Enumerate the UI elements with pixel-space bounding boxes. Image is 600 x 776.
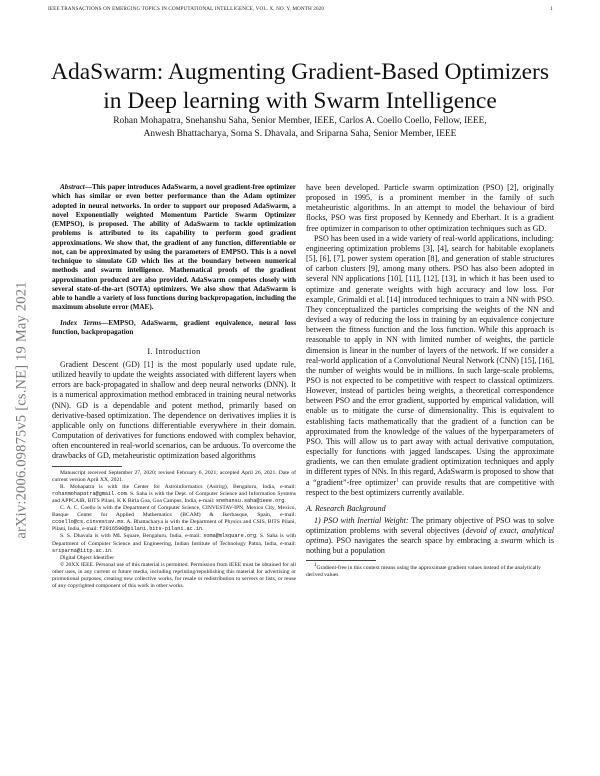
footnote-affil-2: C. A. C. Coello is with the Department of Computer Science, CINVESTAV-IPN, Mexico City, Mexico, Basque Center for Applied Mathematics (BCAM) & Ikerbasque, Spain, e-mail: ccoello@cs.cinvestav.mx. A. Bhattacharya is with the Department of Physics and CSIS, BITS Pilani, Pilani, India, e-mail: f2016590@pilani.bits-pilani.ac.in. — [52, 505, 296, 533]
title-line-2: in Deep learning with Swarm Intelligence — [103, 88, 497, 114]
paper-title — [20, 58, 580, 116]
index-terms — [52, 319, 296, 338]
running-header — [48, 6, 553, 12]
arxiv-watermark — [12, 230, 32, 590]
left-column — [52, 183, 296, 590]
footnote-affil-1: R. Mohapatra is with the Center for Astroinformatics (Astrirg), Bengaluru, India, e-mail: rohanmohapatra@gmail.com. S. Saha is with the Dept. of Computer Science and Information Systems and APPCAIR, BITS Pilani, K K Birla Goa, Goa Campus, India, e-mail: snehansu.saha@ieee.org. — [52, 483, 296, 504]
body-paragraph-2: PSO has been used in a wide variety of real-world applications, including: engineering optimization problems [3], [4], search for habitable exoplanets [5], [6], [7], power system operation [8], and generation of stable structures of carbon clusters [9], among many others. PSO has also been adopted in several NN applications [10], [11], [12], [13], in which it has been used to optimize and generate weights with high accuracy and low loss. For example, Grimaldi et al. [14] introduced techniques to train a NN with PSO. They conceptualized the particles comprising the weights of the NN and devised a way of reducing the loss in training by an equivalence conjecture between the fitness function and the loss function. While this approach is reasonable to apply in NN with limited number of weights, the particle dimension is linear in the number of layers of the network. If we consider a real-world application of a Convolutional Neural Network (CNN) [15], [16], the number of weights would be in millions. In such large-scale problems, PSO is not expected to be competitive with respect to classical optimizers. However, instead of particles being weights, a theoretical correspondence between PSO and the error gradient, supported by empirical validation, will enable us to mitigate the curse of dimensionality. This is equivalent to establishing facts mathematically that the gradient of a function can be approximated from the knowledge of the values of the hyperparameters of PSO. This will allow us to part away with actual derivative computation, especially for functions with jagged landscapes. Using the approximate gradients, we can then emulate gradient optimization techniques and apply in different types of NNs. In this regard, AdaSwarm is proposed to show that a “gradient”-free optimizer$^1$ can provide results that are competitive with respect to the best optimizers currently available. — [306, 233, 554, 497]
journal-header: IEEE TRANSACTIONS ON EMERGING TOPICS IN COMPUTATIONAL INTELLIGENCE, VOL. X, NO. Y, MONTH 2020 — [48, 6, 325, 12]
arxiv-id: arXiv:2006.09875v5 [cs.NE] 19 May 2021 — [13, 281, 30, 539]
footnote-rule-right — [306, 560, 376, 561]
authors-line-1: Rohan Mohapatra, Snehanshu Saha, Senior Member, IEEE, Carlos A. Coello Coello, Fellow, IEEE, — [113, 116, 487, 126]
email-link[interactable]: sriparna@iitp.ac.in — [52, 547, 112, 554]
subsubsection-label: 1) PSO with Inertial Weight: — [314, 515, 409, 525]
footnote-manuscript: Manuscript received September 27, 2020; revised February 6, 2021; accepted April 26, 2021. Date of current version April XX, 2021. — [52, 469, 296, 483]
subsection-heading-research-background: A. Research Background — [306, 503, 386, 513]
author-list — [40, 115, 560, 140]
footnote-copyright: © 20XX IEEE. Personal use of this material is permitted. Permission from IEEE must be obtained for all other uses, in any current or future media, including reprinting/republishing this material for advertising or promotional purposes, creating new collective works, for resale or redistribution to servers or lists, or reuse of any copyrighted component of this work in other works. — [52, 561, 296, 590]
index-terms-text: —EMPSO, AdaSwarm, gradient equivalence, neural loss function, backpropagation — [52, 318, 297, 336]
abstract-label: Abstract — [60, 183, 85, 191]
email-link[interactable]: soma@mlsquare.org — [203, 533, 257, 540]
footnote-doi: Digital Object Identifier — [60, 554, 115, 561]
title-line-1: AdaSwarm: Augmenting Gradient-Based Optimizers — [51, 59, 549, 85]
footnote-gradient-free: $^1$Gradient-free in this context means using the approximate gradient values instead of the analytically derived values — [306, 563, 541, 579]
footnotes — [52, 470, 296, 591]
email-link[interactable]: rohanmohapatra@gmail.com — [52, 490, 127, 497]
section-heading-introduction: I. Introduction — [147, 347, 201, 356]
index-terms-label: Index Terms — [60, 318, 102, 327]
body-paragraph-1: have been developed. Particle swarm optimization (PSO) [2], originally proposed in 1995, is a prominent member in the family of such metaheuristic algorithms. In an attempt to model the behaviour of bird flocks, PSO was first proposed by Kennedy and Eberhart. It is a gradient free optimizer in comparison to other optimization techniques such as GD. — [306, 183, 554, 233]
email-link[interactable]: f2016590@pilani.bits-pilani.ac.in — [99, 526, 203, 533]
authors-line-2: Anwesh Bhattacharya, Soma S. Dhavala, and Sriparna Saha, Senior Member, IEEE — [143, 128, 457, 139]
body-paragraph-3: 1) PSO with Inertial Weight: The primary objective of PSO was to solve optimization problems with several objectives (devoid of exact, analytical optima). PSO navigates the search space by embracing a swarm which is nothing but a population — [306, 515, 554, 556]
footnote-rule — [52, 466, 122, 467]
email-link[interactable]: snehansu.saha@ieee.org — [215, 497, 285, 504]
right-column — [306, 183, 554, 579]
abstract-text: —This paper introduces AdaSwarm, a novel gradient-free optimizer which has similar or even better performance than the Adam optimizer adopted in neural networks. In order to support our proposed AdaSwarm, a novel Exponentially weighted Momentum Particle Swarm Optimizer (EMPSO), is proposed. The ability of AdaSwarm to tackle optimization problems is attributed to its capability to perform good gradient approximations. We show that, the gradient of any function, differentiable or not, can be approximated by using the parameters of EMPSO. This is a novel technique to simulate GD which lies at the boundary between numerical methods and swarm intelligence. Mathematical proofs of the gradient approximation produced are also provided. AdaSwarm competes closely with several state-of-the-art (SOTA) optimizers. We also show that AdaSwarm is able to handle a variety of loss functions during backpropagation, including the maximum absolute error (MAE). — [52, 183, 296, 312]
intro-paragraph: Gradient Descent (GD) [1] is the most popularly used update rule, utilized heavily to update the weights associated with different layers when errors are back-propagated in shallow and deep neural networks (DNN). It is a numerical approximation method embraced in training neural networks (NN). GD is a dependable and potent method, primarily based on derivative-based optimization. The dependence on derivatives implies it is applicable only on functions differentiable everywhere in their domain. Computation of derivatives for functions endowed with complex behavior, often encountered in real-world scenarios, can be arduous. To overcome the drawbacks of GD, metaheuristic optimization based algorithms — [52, 360, 296, 461]
email-link[interactable]: ccoello@cs.cinvestav.mx — [52, 519, 124, 526]
page-number: 1 — [550, 6, 553, 12]
footnote-affil-3: S. S. Dhavala is with ML Square, Bengaluru, India, e-mail: soma@mlsquare.org. S. Saha is with Department of Computer Science and Engineering, Indian Institute of Technology Patna, India, e-mail: sriparna@iitp.ac.in. — [52, 533, 296, 554]
abstract — [52, 183, 296, 313]
footnote-marker[interactable]: 1 — [396, 477, 399, 483]
